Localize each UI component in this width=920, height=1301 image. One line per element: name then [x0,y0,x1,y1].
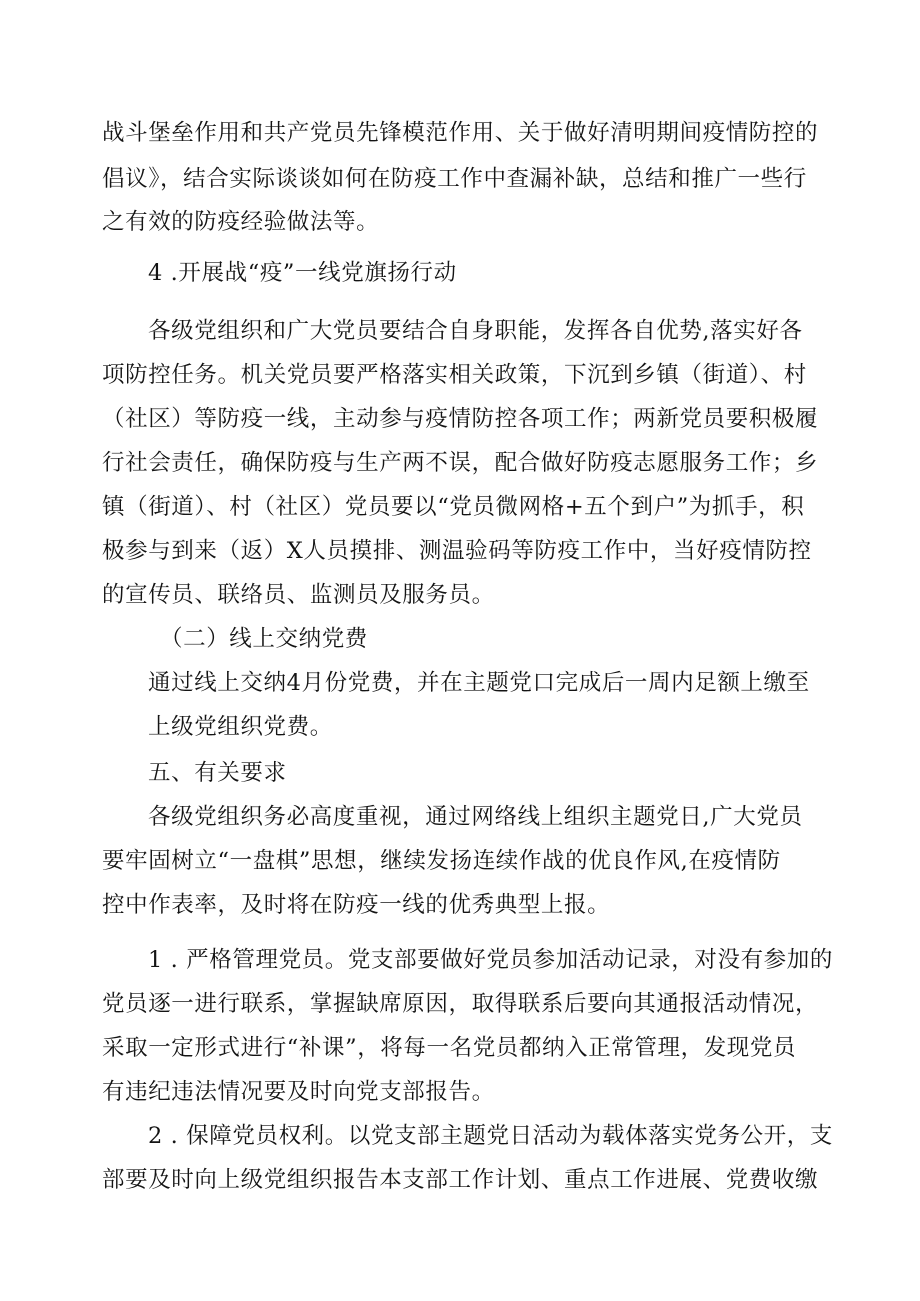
text-line: 有违纪违法情况要及时向党支部报告。 [102,1079,495,1105]
text-line: 要牢固树立“一盘棋”思想，继续发扬连续作战的优良作风,在疫情防 [102,848,781,874]
text-line: 党员逐一进行联系，掌握缺席原因，取得联系后要向其通报活动情况， [102,991,819,1017]
section-heading: 4 .开展战“疫”一线党旗扬行动 [148,260,457,286]
section-heading: （二）线上交纳党费 [160,626,368,652]
text-line: 行社会责任，确保防疫与生产两不误，配合做好防疫志愿服务工作；乡 [102,450,819,476]
text-line: 各级党组织和广大党员要结合自身职能，发挥各自优势,落实好各 [148,318,803,344]
text-line: 部要及时向上级党组织报告本支部工作计划、重点工作进展、党费收缴 [102,1167,819,1193]
list-item: 2 . 保障党员权利。以党支部主题党日活动为载体落实党务公开，支 [148,1123,833,1149]
text-line: 采取一定形式进行“补课”，将每一名党员都纳入正常管理，发现党员 [102,1035,797,1061]
text-line: 战斗堡垒作用和共产党员先锋模范作用、关于做好清明期间疫情防控的 [102,120,819,146]
section-heading: 五、有关要求 [148,760,287,786]
text-line: 倡议》，结合实际谈谈如何在防疫工作中查漏补缺，总结和推广一些行 [102,166,807,192]
text-line: 的宣传员、联络员、监测员及服务员。 [102,582,495,608]
text-line: 项防控任务。机关党员要严格落实相关政策，下沉到乡镇（街道）、村 [102,362,807,388]
text-line: 通过线上交纳4月份党费，并在主题党口完成后一周内足额上缴至 [148,670,810,696]
list-item: 1 . 严格管理党员。党支部要做好党员参加活动记录，对没有参加的 [148,947,833,973]
text-line: 极参与到来（返）X人员摸排、测温验码等防疫工作中，当好疫情防控 [102,538,812,564]
text-line: 各级党组织务必高度重视，通过网络线上组织主题党日,广大党员 [148,804,803,830]
text-line: （社区）等防疫一线，主动参与疫情防控各项工作；两新党员要积极履 [102,406,819,432]
text-line: 之有效的防疫经验做法等。 [102,209,380,235]
text-line: 上级党组织党费。 [148,714,333,740]
text-line: 镇（街道）、村（社区）党员要以“党员微网格+五个到户”为抓手，积 [102,494,805,520]
text-line: 控中作表率，及时将在防疫一线的优秀典型上报。 [102,892,611,918]
